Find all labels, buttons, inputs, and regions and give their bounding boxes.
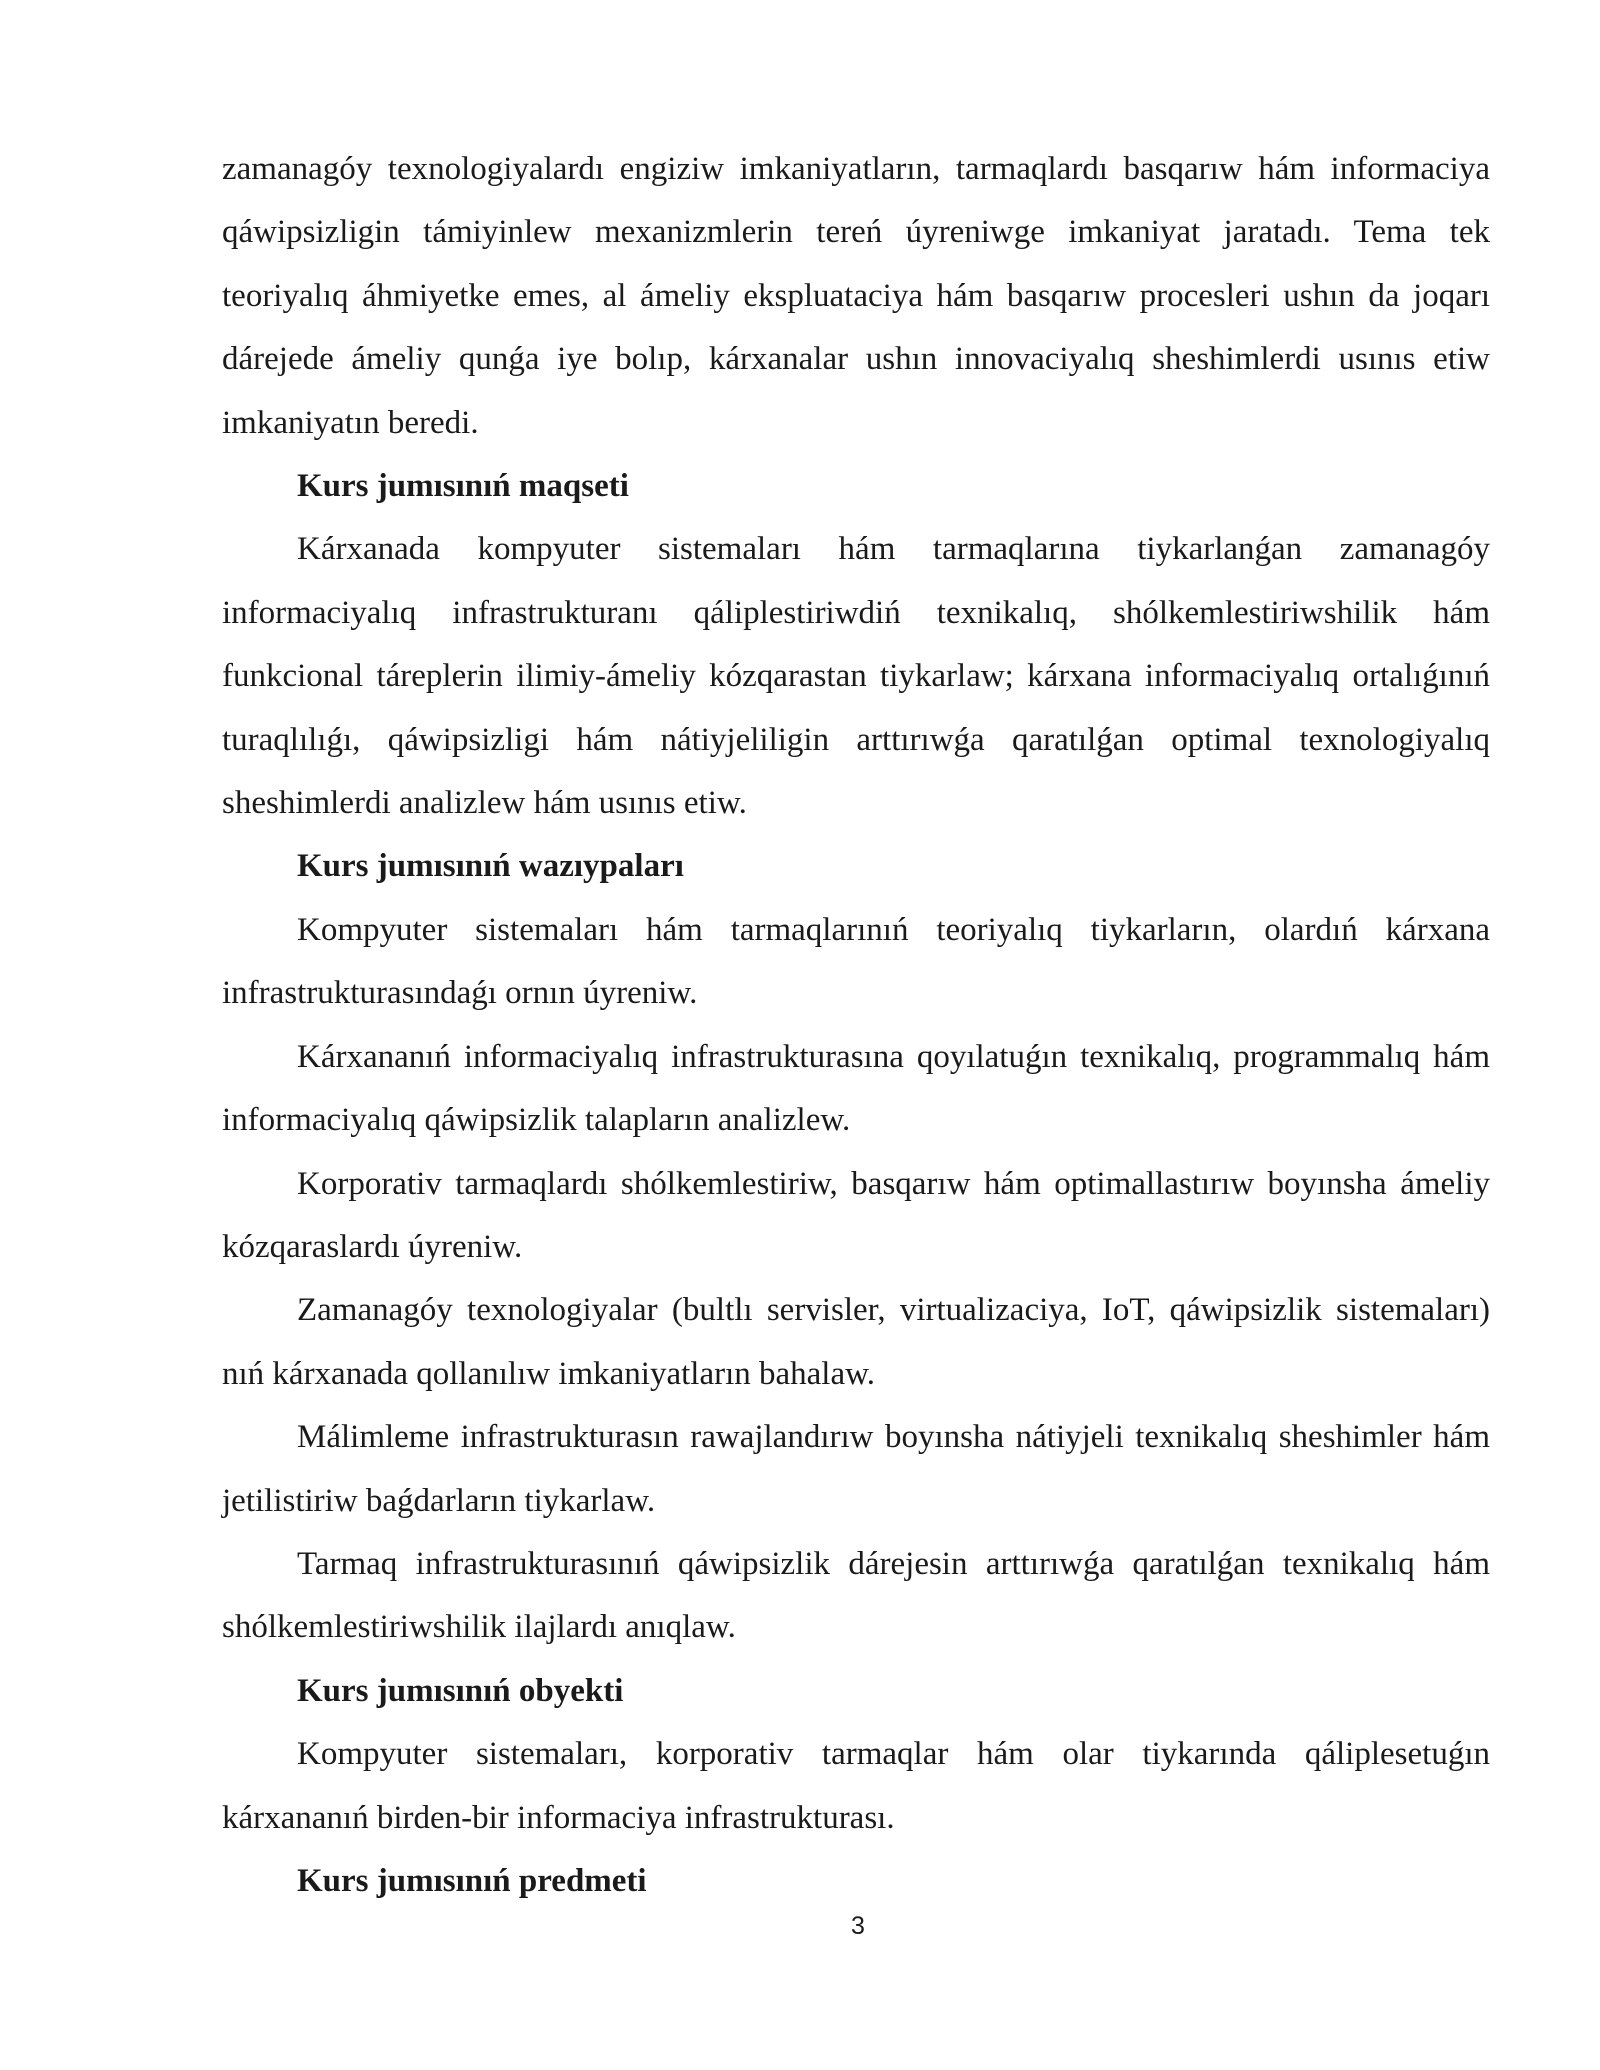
subject-heading: Kurs jumısınıń predmeti [297,1862,647,1899]
page-number: 3 [851,1912,865,1940]
object-paragraph: Kompyuter sistemaları, korporativ tarmaqlar hám olar tiykarında qáliplesetuǵın kárxananıń birden-bir informaciya infrastrukturası. [222,1736,1490,1836]
goal-paragraph: Kárxanada kompyuter sistemaları hám tarmaqlarına tiykarlanǵan zamanagóy informaciyalıq infrastrukturanı qáliplestiriwdiń texnikalıq, shólkemlestiriwshilik hám funkcional táreplerin ilimiy-ámeliy kózqarastan tiykarlaw; kárxana informaciyalıq ortalıǵınıń turaqlılıǵı, qáwipsizligi hám nátiyjeliligin arttırıwǵa qaratılǵan optimal texnologiyalıq sheshimlerdi analizlew hám usınıs etiw. [222,531,1490,822]
task-item-6: Tarmaq infrastrukturasınıń qáwipsizlik dárejesin arttırıwǵa qaratılǵan texnikalıq hám shólkemlestiriwshilik ilajlardı anıqlaw. [222,1545,1490,1646]
task-item-5: Málimleme infrastrukturasın rawajlandırıw boyınsha nátiyjeli texnikalıq sheshimler hám jetilistiriw baǵdarların tiykarlaw. [222,1419,1490,1519]
tasks-heading: Kurs jumısınıń wazıypaları [297,848,684,885]
task-item-2: Kárxananıń informaciyalıq infrastrukturasına qoyılatuǵın texnikalıq, programmalıq hám informaciyalıq qáwipsizlik talapların analizlew. [222,1038,1490,1139]
task-item-1: Kompyuter sistemaları hám tarmaqlarınıń teoriyalıq tiykarların, olardıń kárxana infrastrukturasındaǵı ornın úyreniw. [222,911,1490,1012]
object-heading: Kurs jumısınıń obyekti [297,1672,624,1709]
task-item-4: Zamanagóy texnologiyalar (bultlı servisler, virtualizaciya, IoT, qáwipsizlik sistemaları) nıń kárxanada qollanılıw imkaniyatların bahalaw. [222,1292,1490,1392]
document-page [222,138,1490,1913]
intro-paragraph: zamanagóy texnologiyalardı engiziw imkaniyatların, tarmaqlardı basqarıw hám informaciya qáwipsizligin támiyinlew mexanizmlerin tereń úyreniwge imkaniyat jaratadı. Tema tek teoriyalıq áhmiyetke emes, al ámeliy ekspluataciya hám basqarıw procesleri ushın da joqarı dárejede ámeliy qunǵa iye bolıp, kárxanalar ushın innovaciyalıq sheshimlerdi usınıs etiw imkaniyatın beredi. [222,151,1490,441]
task-item-3: Korporativ tarmaqlardı shólkemlestiriw, basqarıw hám optimallastırıw boyınsha ámeliy kózqaraslardı úyreniw. [222,1165,1490,1265]
goal-heading: Kurs jumısınıń maqseti [297,468,629,505]
